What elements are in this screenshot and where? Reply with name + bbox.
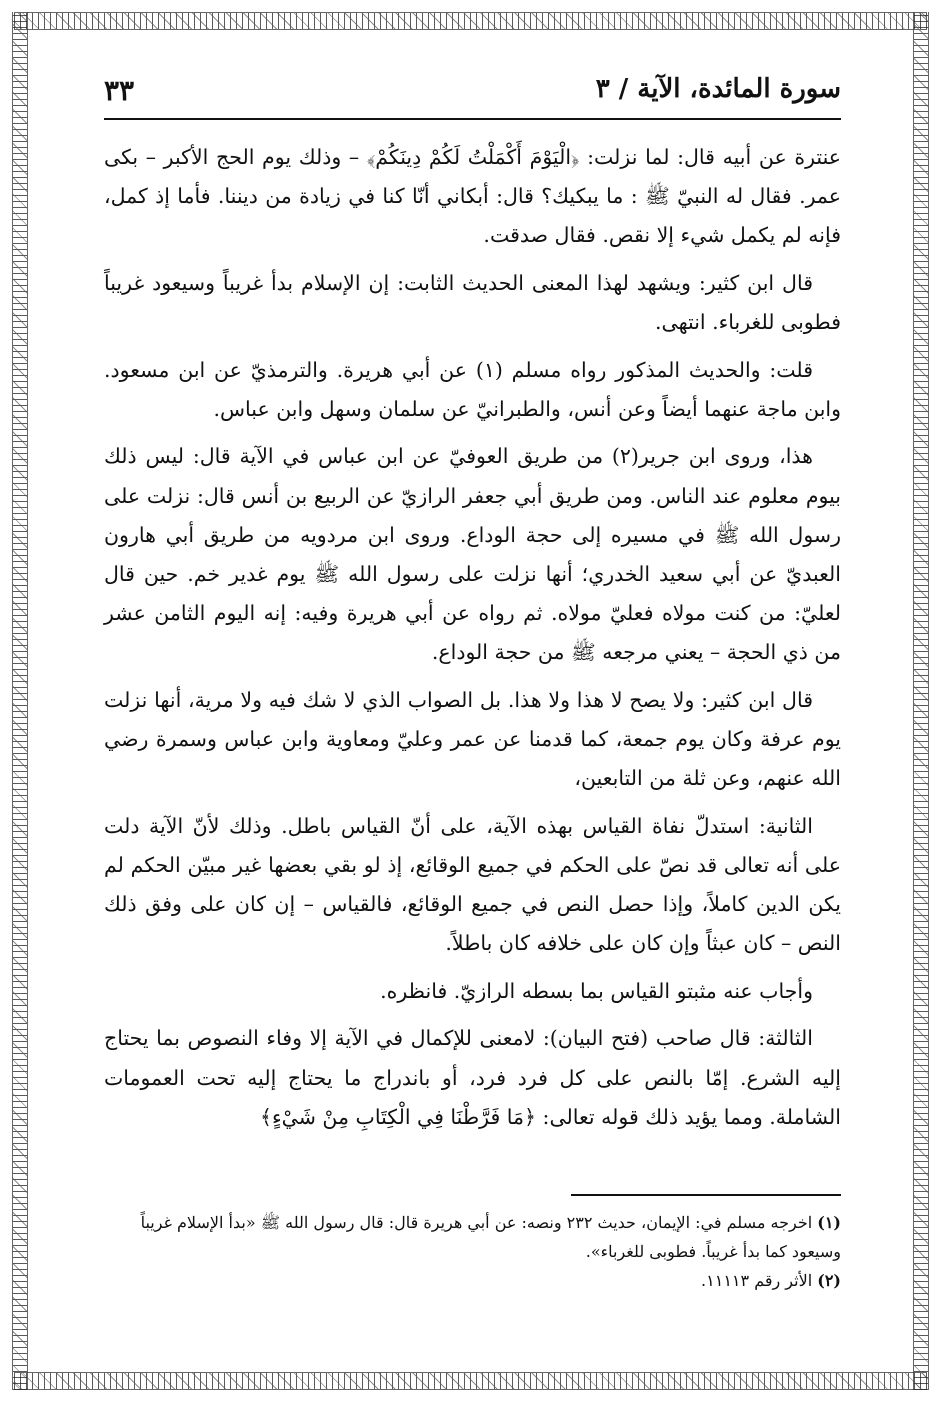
- running-title: سورة المائدة، الآية / ٣: [595, 74, 841, 104]
- paragraph: الثالثة: قال صاحب (فتح البيان): لامعنى للإكمال في الآية إلا وفاء النصوص بما يحتاج إليه الشرع. إمّا بالنص على كل فرد فرد، أو باندراج ما يحتاج إليه تحت العمومات الشاملة. ومما يؤيد ذلك قوله تعالى: ﴿مَا فَرَّطْنَا فِي الْكِتَابِ مِنْ شَيْءٍ﴾: [104, 1026, 841, 1129]
- footnote-text: الأثر رقم ١١١١٣.: [701, 1271, 813, 1290]
- decorative-border-bottom: [14, 1372, 927, 1390]
- paragraph: قلت: والحديث المذكور رواه مسلم (١) عن أبي هريرة. والترمذيّ عن ابن مسعود. وابن ماجة عنهما أيضاً وعن أنس، والطبرانيّ عن سلمان وسهل وابن عباس.: [104, 357, 841, 421]
- paragraph: وأجاب عنه مثبتو القياس بما بسطه الرازيّ. فانظره.: [380, 978, 813, 1003]
- footnote: [104, 1266, 841, 1295]
- decorative-border-top: [14, 12, 927, 30]
- footnotes: [104, 1208, 841, 1295]
- footnote-number: (١): [817, 1213, 841, 1232]
- page-header: [104, 70, 841, 120]
- paragraph: هذا، وروى ابن جرير(٢) من طريق العوفيّ عن ابن عباس في الآية قال: ليس ذلك بيوم معلوم عند الناس. ومن طريق أبي جعفر الرازيّ عن الربيع بن أنس قال: نزلت على رسول الله ﷺ في مسيره إلى حجة الوداع. وروى ابن مردويه من طريق أبي هارون العبديّ عن أبي سعيد الخدري؛ أنها نزلت على رسول الله ﷺ يوم غدير خم. حين قال لعليّ: من كنت مولاه فعليّ مولاه. ثم رواه عن أبي هريرة وفيه: إنه اليوم الثامن عشر من ذي الحجة – يعني مرجعه ﷺ من حجة الوداع.: [104, 444, 841, 665]
- main-text: [104, 138, 841, 1145]
- footnote-text: اخرجه مسلم في: الإيمان، حديث ٢٣٢ ونصه: عن أبي هريرة قال: قال رسول الله ﷺ «بدأ الإسلام غريباً وسيعود كما بدأ غريباً. فطوبى للغرباء».: [140, 1213, 841, 1261]
- footnote-number: (٢): [817, 1271, 841, 1290]
- footnote: [104, 1208, 841, 1266]
- paragraph: قال ابن كثير: ويشهد لهذا المعنى الحديث الثابت: إن الإسلام بدأ غريباً وسيعود غريباً فطوبى للغرباء. انتهى.: [104, 270, 841, 335]
- decorative-border-left: [12, 12, 28, 1390]
- paragraph: قال ابن كثير: ولا يصح لا هذا ولا هذا. بل الصواب الذي لا شك فيه ولا مرية، أنها نزلت يوم عرفة وكان يوم جمعة، كما قدمنا عن عمر وعليّ ومعاوية وابن عباس وسمرة رضي الله عنهم، وعن ثلة من التابعين،: [104, 687, 841, 791]
- paragraph: عنترة عن أبيه قال: لما نزلت: ﴿الْيَوْمَ أَكْمَلْتُ لَكُمْ دِينَكُمْ﴾ – وذلك يوم الحج الأكبر – بكى عمر. فقال له النبيّ ﷺ : ما يبكيك؟ قال: أبكاني أنّا كنا في زيادة من ديننا. فأما إذ كمل، فإنه لم يكمل شيء إلا نقص. فقال صدقت.: [104, 145, 841, 248]
- page-number: ٣٣: [104, 74, 135, 107]
- decorative-border-right: [913, 12, 929, 1390]
- paragraph: الثانية: استدلّ نفاة القياس بهذه الآية، على أنّ القياس باطل. وذلك لأنّ الآية دلت على أنه تعالى قد نصّ على الحكم في جميع الوقائع، إذ لو بقي بعضها غير مبيّن الحكم لم يكن الدين كاملاً، وإذا حصل النص في جميع الوقائع، فالقياس – إن كان على وفق ذلك النص – كان عبثاً وإن كان على خلافه كان باطلاً.: [104, 813, 841, 956]
- footnote-separator: [571, 1194, 841, 1196]
